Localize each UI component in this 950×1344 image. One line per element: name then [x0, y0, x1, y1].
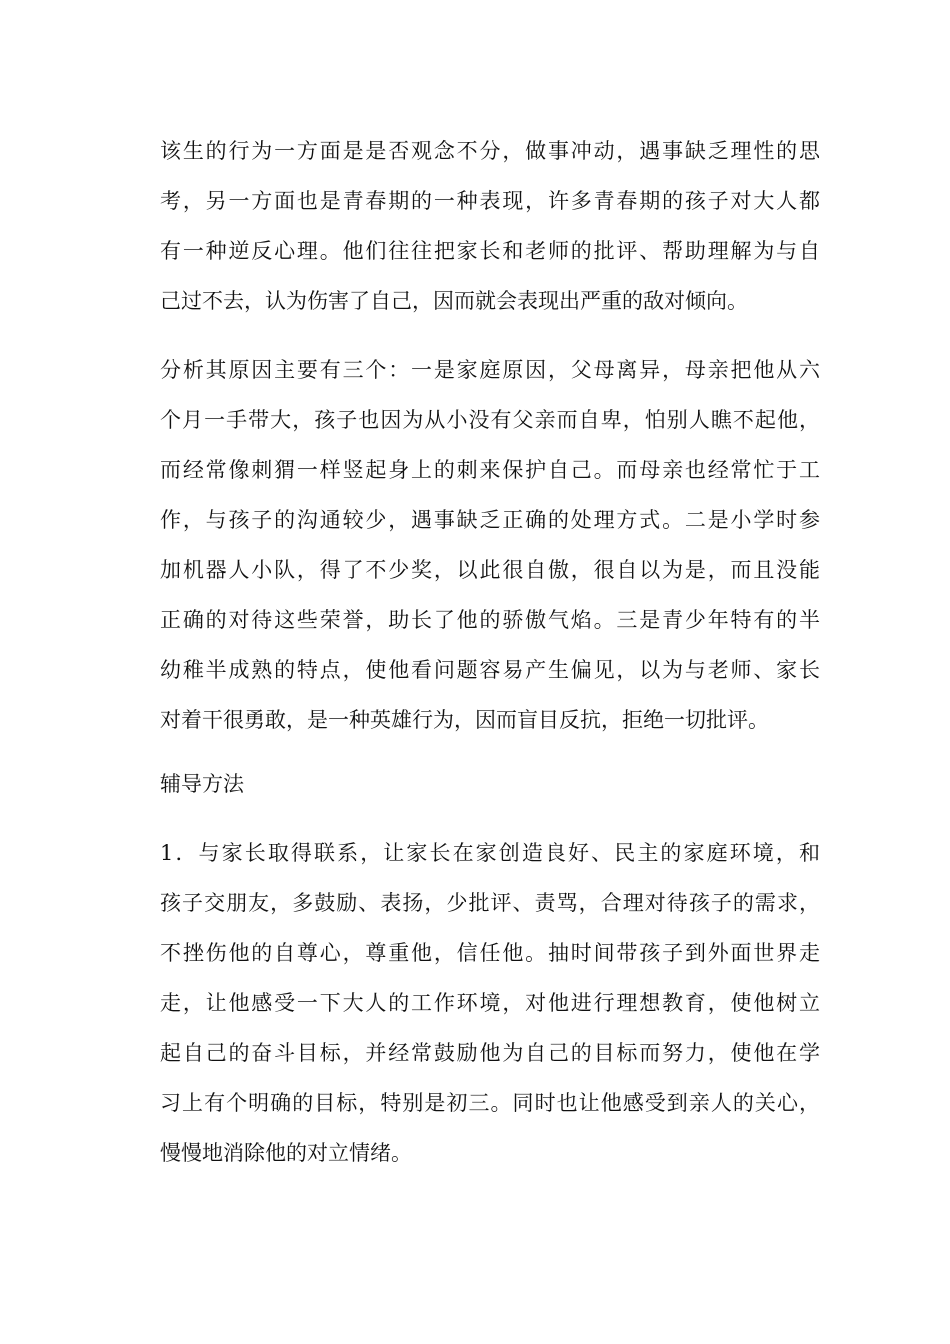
paragraph-2-line-3: 而经常像刺猬一样竖起身上的刺来保护自己。而母亲也经常忙于工 [160, 458, 820, 482]
paragraph-4-line-2: 孩子交朋友，多鼓励、表扬，少批评、责骂，合理对待孩子的需求， [160, 891, 820, 915]
paragraph-2-line-6: 正确的对待这些荣誉，助长了他的骄傲气焰。三是青少年特有的半 [160, 608, 820, 632]
paragraph-4-line-4: 走，让他感受一下大人的工作环境，对他进行理想教育，使他树立 [160, 991, 820, 1015]
paragraph-1-line-1: 该生的行为一方面是是否观念不分，做事冲动，遇事缺乏理性的思 [160, 139, 820, 163]
paragraph-2-line-4: 作，与孩子的沟通较少，遇事缺乏正确的处理方式。二是小学时参 [160, 508, 820, 532]
paragraph-1-line-4: 己过不去，认为伤害了自己，因而就会表现出严重的敌对倾向。 [160, 289, 748, 313]
paragraph-2-line-5: 加机器人小队，得了不少奖，以此很自傲，很自以为是，而且没能 [160, 558, 820, 582]
paragraph-2-line-7: 幼稚半成熟的特点，使他看问题容易产生偏见，以为与老师、家长 [160, 658, 820, 682]
section-heading: 辅导方法 [160, 772, 244, 796]
paragraph-1-line-2: 考，另一方面也是青春期的一种表现，许多青春期的孩子对大人都 [160, 189, 820, 213]
paragraph-4-line-5: 起自己的奋斗目标，并经常鼓励他为自己的目标而努力，使他在学 [160, 1041, 820, 1065]
paragraph-2-line-2: 个月一手带大，孩子也因为从小没有父亲而自卑，怕别人瞧不起他， [160, 408, 820, 432]
paragraph-4-line-7: 慢慢地消除他的对立情绪。 [160, 1141, 412, 1165]
paragraph-2-line-1: 分析其原因主要有三个：一是家庭原因，父母离异，母亲把他从六 [160, 358, 820, 382]
paragraph-2-line-8: 对着干很勇敢，是一种英雄行为，因而盲目反抗，拒绝一切批评。 [160, 708, 769, 732]
paragraph-4-line-3: 不挫伤他的自尊心，尊重他，信任他。抽时间带孩子到外面世界走 [160, 941, 820, 965]
paragraph-1-line-3: 有一种逆反心理。他们往往把家长和老师的批评、帮助理解为与自 [160, 239, 820, 263]
paragraph-4-line-6: 习上有个明确的目标，特别是初三。同时也让他感受到亲人的关心， [160, 1091, 820, 1115]
paragraph-4-line-1: 1．与家长取得联系，让家长在家创造良好、民主的家庭环境，和 [160, 841, 820, 865]
